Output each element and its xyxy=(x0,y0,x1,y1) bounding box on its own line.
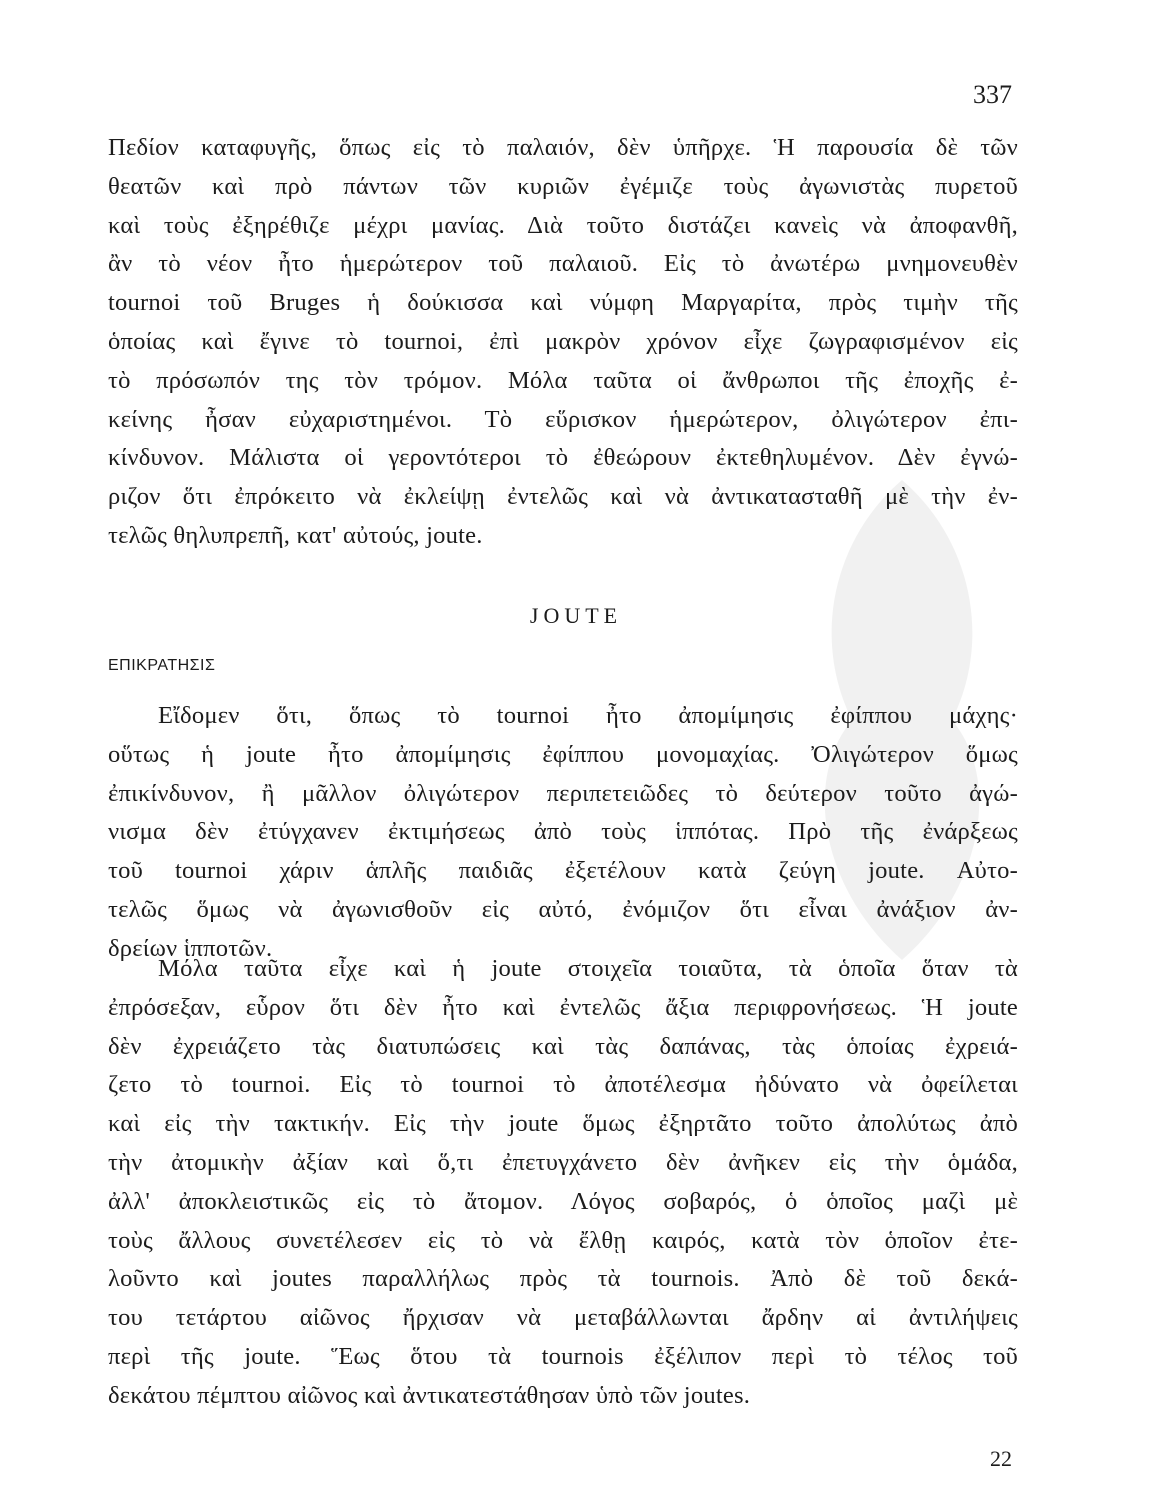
text-line: δὲν ἐχρειάζετο τὰς διατυπώσεις καὶ τὰς δαπάνας, τὰς ὁποίας ἐχρειά- xyxy=(108,1032,1018,1060)
text-line: λοῦντο καὶ joutes παραλλήλως πρὸς τὰ tournois. Ἀπὸ δὲ τοῦ δεκά- xyxy=(108,1265,1018,1293)
text-line: ζετο τὸ tournoi. Εἰς τὸ tournoi τὸ ἀποτέλεσμα ἠδύνατο νὰ ὀφείλεται xyxy=(108,1071,1018,1099)
paragraph-1 xyxy=(108,129,1018,556)
text-line: ριζον ὅτι ἐπρόκειτο νὰ ἐκλείψῃ ἐντελῶς καὶ νὰ ἀντικατασταθῆ μὲ τὴν ἐν- xyxy=(108,483,1018,511)
page-number: 337 xyxy=(973,80,1012,109)
text-line: κίνδυνον. Μάλιστα οἱ γεροντότεροι τὸ ἐθεώρουν ἐκτεθηλυμένον. Δὲν ἐγνώ- xyxy=(108,444,1018,472)
text-line: καὶ τοὺς ἐξηρέθιζε μέχρι μανίας. Διὰ τοῦτο διστάζει κανεὶς νὰ ἀποφανθῆ, xyxy=(108,211,1018,239)
text-line: θεατῶν καὶ πρὸ πάντων τῶν κυριῶν ἐγέμιζε τοὺς ἀγωνιστὰς πυρετοῦ xyxy=(108,172,1018,200)
text-line: τοὺς ἄλλους συνετέλεσεν εἰς τὸ νὰ ἔλθῃ καιρός, κατὰ τὸν ὁποῖον ἐτε- xyxy=(108,1226,1018,1254)
text-line: tournoi τοῦ Bruges ἡ δούκισσα καὶ νύμφη Μαργαρίτα, πρὸς τιμὴν τῆς xyxy=(108,289,1018,317)
text-line: τὸ πρόσωπόν της τὸν τρόμον. Μόλα ταῦτα οἱ ἄνθρωποι τῆς ἐποχῆς ἐ- xyxy=(108,366,1018,394)
text-line: Μόλα ταῦτα εἶχε καὶ ἡ joute στοιχεῖα τοιαῦτα, τὰ ὁποῖα ὅταν τὰ xyxy=(158,955,1018,982)
text-line: καὶ εἰς τὴν τακτικήν. Εἰς τὴν joute ὅμως ἐξηρτᾶτο τοῦτο ἀπολύτως ἀπὸ xyxy=(108,1110,1018,1138)
text-line: τοῦ tournoi χάριν ἁπλῆς παιδιᾶς ἐξετέλουν κατὰ ζεύγη joute. Αὐτο- xyxy=(108,857,1018,885)
signature-mark: 22 xyxy=(990,1446,1012,1471)
text-line: του τετάρτου αἰῶνος ἤρχισαν νὰ μεταβάλλωνται ἄρδην αἱ ἀντιλήψεις xyxy=(108,1304,1018,1332)
section-title: JOUTE xyxy=(529,603,623,628)
text-line: Πεδίον καταφυγῆς, ὅπως εἰς τὸ παλαιόν, δὲν ὑπῆρχε. Ἡ παρουσία δὲ τῶν xyxy=(108,134,1018,161)
text-line: οὕτως ἡ joute ἦτο ἀπομίμησις ἐφίππου μονομαχίας. Ὀλιγώτερον ὅμως xyxy=(108,740,1018,768)
text-line: δεκάτου πέμπτου αἰῶνος καὶ ἀντικατεστάθησαν ὑπὸ τῶν joutes. xyxy=(108,1381,751,1409)
text-line: τὴν ἀτομικὴν ἀξίαν καὶ ὅ,τι ἐπετυγχάνετο δὲν ἀνῆκεν εἰς τὴν ὁμάδα, xyxy=(108,1148,1018,1176)
text-line: περὶ τῆς joute. Ἕως ὅτου τὰ tournois ἐξέλιπον περὶ τὸ τέλος τοῦ xyxy=(108,1342,1018,1370)
text-line: ὁποίας καὶ ἔγινε τὸ tournoi, ἐπὶ μακρὸν χρόνον εἶχε ζωγραφισμένον εἰς xyxy=(108,327,1018,355)
paragraph-3 xyxy=(108,950,1018,1416)
text-line: Εἴδομεν ὅτι, ὅπως τὸ tournoi ἦτο ἀπομίμησις ἐφίππου μάχης· xyxy=(158,702,1018,729)
text-line: ἐπρόσεξαν, εὗρον ὅτι δὲν ἦτο καὶ ἐντελῶς ἄξια περιφρονήσεως. Ἡ joute xyxy=(108,993,1018,1021)
text-line: κείνης ἦσαν εὐχαριστημένοι. Τὸ εὕρισκον ἡμερώτερον, ὀλιγώτερον ἐπι- xyxy=(108,405,1018,433)
paragraph-2 xyxy=(108,697,1018,969)
text-line: ἂν τὸ νέον ἦτο ἡμερώτερον τοῦ παλαιοῦ. Εἰς τὸ ἀνωτέρω μνημονευθὲν xyxy=(108,250,1018,278)
text-line: ἀλλ' ἀποκλειστικῶς εἰς τὸ ἄτομον. Λόγος σοβαρός, ὁ ὁποῖος μαζὶ μὲ xyxy=(108,1187,1018,1215)
text-line: δρείων ἱπποτῶν. xyxy=(108,934,273,962)
margin-sidenote: ΕΠΙΚΡΑΤΗΣΙΣ xyxy=(108,657,216,674)
text-line: νισμα δὲν ἐτύγχανεν ἐκτιμήσεως ἀπὸ τοὺς ἱππότας. Πρὸ τῆς ἐνάρξεως xyxy=(108,818,1018,846)
text-line: τελῶς ὅμως νὰ ἀγωνισθοῦν εἰς αὐτό, ἐνόμιζον ὅτι εἶναι ἀνάξιον ἀν- xyxy=(108,895,1018,923)
text-line: ἐπικίνδυνον, ἢ μᾶλλον ὀλιγώτερον περιπετειῶδες τὸ δεύτερον τοῦτο ἀγώ- xyxy=(108,779,1018,807)
text-line: τελῶς θηλυπρεπῆ, κατ' αὐτούς, joute. xyxy=(108,521,483,549)
